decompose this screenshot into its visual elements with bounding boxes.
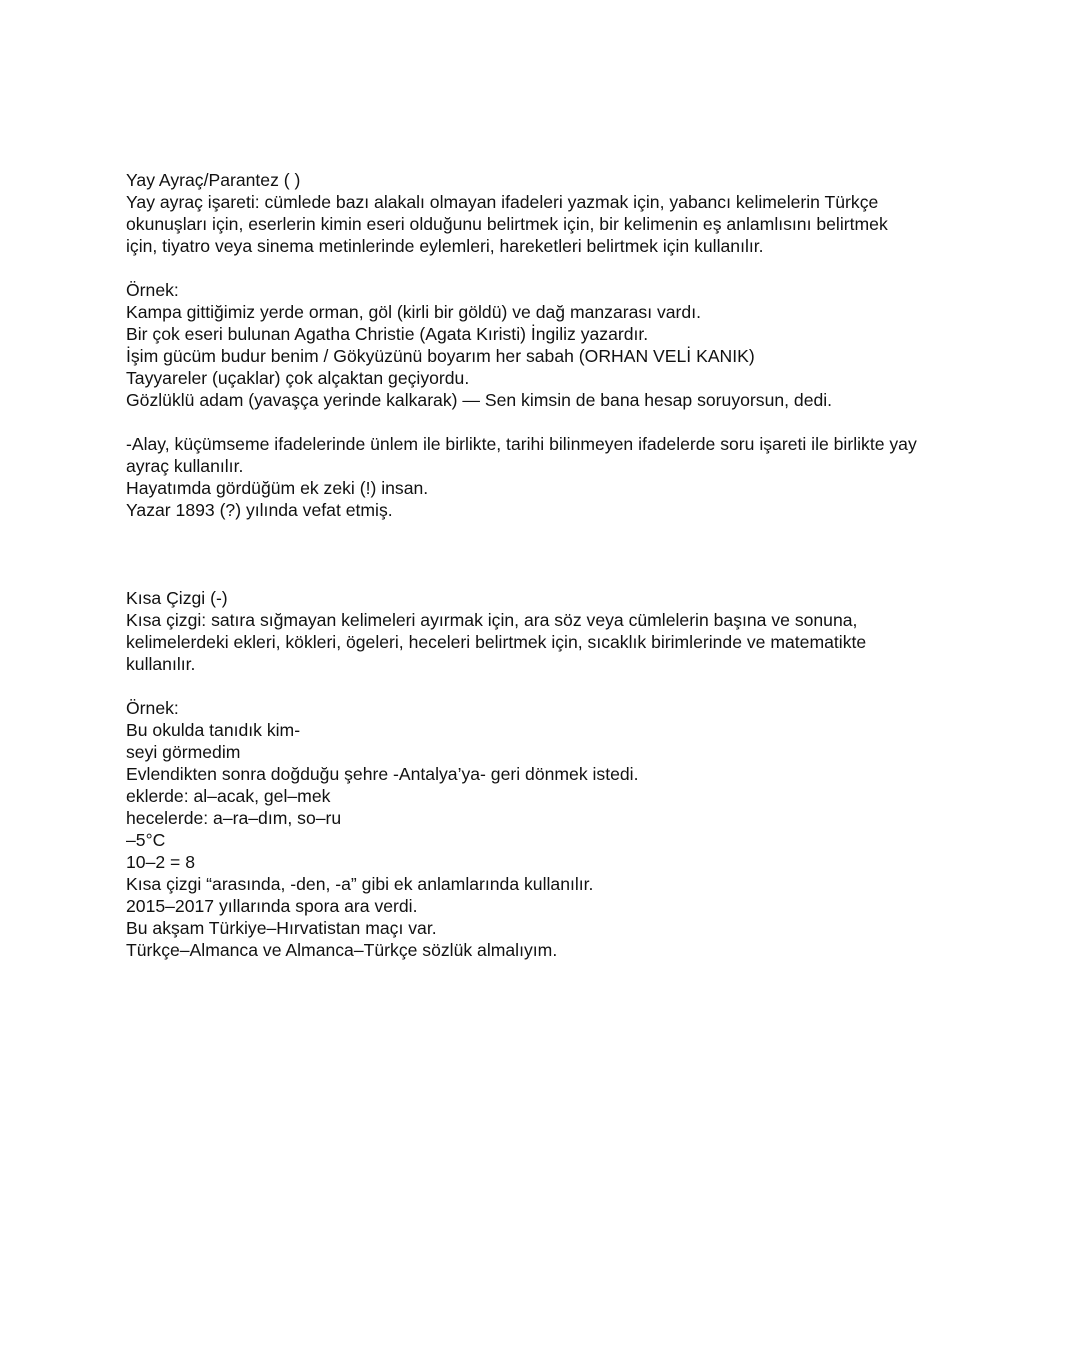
example-line: Tayyareler (uçaklar) çok alçaktan geçiyordu. <box>126 368 470 388</box>
example-line: Kampa gittiğimiz yerde orman, göl (kirli bir göldü) ve dağ manzarası vardı. <box>126 302 701 322</box>
example-line: Bir çok eseri bulunan Agatha Christie (Agata Kıristi) İngiliz yazardır. <box>126 324 649 344</box>
section-title-kisa-cizgi: Kısa Çizgi (-) <box>126 588 228 608</box>
document-page <box>126 169 976 961</box>
section-spacer <box>126 521 976 587</box>
example-label: Örnek: <box>126 698 179 718</box>
note-example-line: Yazar 1893 (?) yılında vefat etmiş. <box>126 500 393 520</box>
example-line: Bu akşam Türkiye–Hırvatistan maçı var. <box>126 918 437 938</box>
note-line: ayraç kullanılır. <box>126 456 244 476</box>
example-label: Örnek: <box>126 280 179 300</box>
example-line: Türkçe–Almanca ve Almanca–Türkçe sözlük almalıyım. <box>126 940 558 960</box>
example-line: Evlendikten sonra doğduğu şehre -Antalya’ya- geri dönmek istedi. <box>126 764 639 784</box>
spacer <box>126 257 976 279</box>
example-line: 10–2 = 8 <box>126 852 195 872</box>
example-line: Bu okulda tanıdık kim- <box>126 720 301 740</box>
description-line: Kısa çizgi: satıra sığmayan kelimeleri ayırmak için, ara söz veya cümlelerin başına ve sonuna, <box>126 610 858 630</box>
description-line: Yay ayraç işareti: cümlede bazı alakalı olmayan ifadeleri yazmak için, yabancı kelimelerin Türkçe <box>126 192 879 212</box>
description-line: kelimelerdeki ekleri, kökleri, ögeleri, heceleri belirtmek için, sıcaklık birimlerinde ve matematikte <box>126 632 867 652</box>
example-line: seyi görmedim <box>126 742 241 762</box>
example-line: Gözlüklü adam (yavaşça yerinde kalkarak) — Sen kimsin de bana hesap soruyorsun, dedi. <box>126 390 833 410</box>
note-example-line: Hayatımda gördüğüm ek zeki (!) insan. <box>126 478 429 498</box>
example-line: hecelerde: a–ra–dım, so–ru <box>126 808 342 828</box>
example-line: İşim gücüm budur benim / Gökyüzünü boyarım her sabah (ORHAN VELİ KANIK) <box>126 346 755 366</box>
description-line: okunuşları için, eserlerin kimin eseri olduğunu belirtmek için, bir kelimenin eş anlamlısını belirtmek <box>126 214 888 234</box>
spacer <box>126 411 976 433</box>
example-line: Kısa çizgi “arasında, -den, -a” gibi ek anlamlarında kullanılır. <box>126 874 594 894</box>
example-line: –5°C <box>126 830 166 850</box>
example-line: 2015–2017 yıllarında spora ara verdi. <box>126 896 418 916</box>
note-line: -Alay, küçümseme ifadelerinde ünlem ile birlikte, tarihi bilinmeyen ifadelerde soru işareti ile birlikte yay <box>126 434 917 454</box>
description-line: kullanılır. <box>126 654 196 674</box>
description-line: için, tiyatro veya sinema metinlerinde eylemleri, hareketleri belirtmek için kullanılır. <box>126 236 764 256</box>
example-line: eklerde: al–acak, gel–mek <box>126 786 331 806</box>
spacer <box>126 675 976 697</box>
section-title-parantez: Yay Ayraç/Parantez ( ) <box>126 170 301 190</box>
